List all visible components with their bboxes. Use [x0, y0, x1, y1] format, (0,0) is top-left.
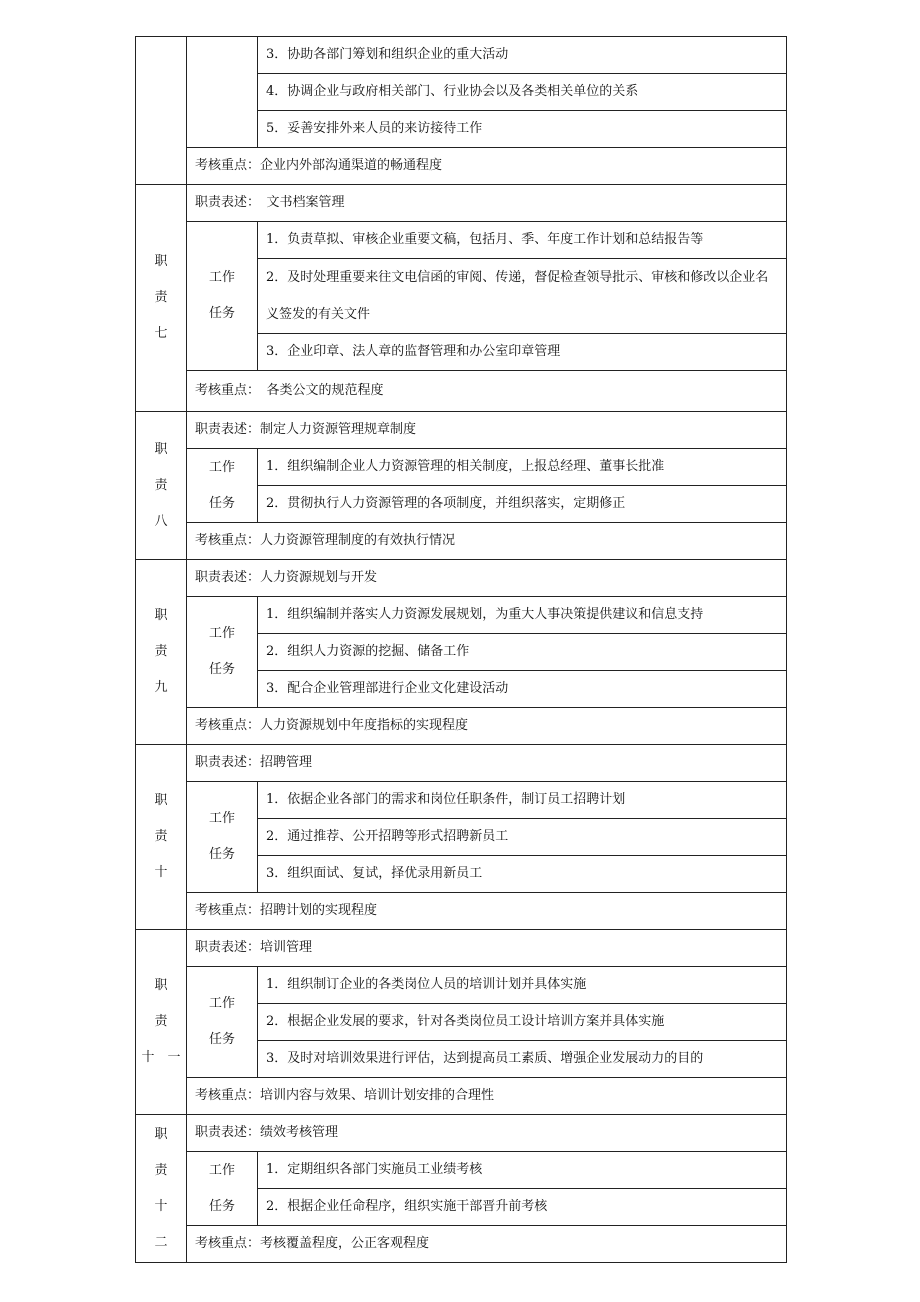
task-item: 2．及时处理重要来往文电信函的审阅、传递，督促检查领导批示、审核和修改以企业名义签发的有关文件	[258, 259, 787, 334]
table-row	[136, 222, 787, 259]
duty-label-cell	[136, 930, 187, 1115]
focus-cell: 考核重点：培训内容与效果、培训计划安排的合理性	[187, 1078, 787, 1115]
duty-table-container	[135, 36, 786, 1263]
table-row	[136, 1115, 787, 1152]
table-row	[136, 371, 787, 412]
statement-cell: 职责表述：人力资源规划与开发	[187, 560, 787, 597]
table-row	[136, 37, 787, 74]
task-item: 1．定期组织各部门实施员工业绩考核	[258, 1152, 787, 1189]
duty-label-line: 职	[154, 1126, 168, 1142]
task-label-cell	[187, 967, 258, 1078]
task-item: 2．根据企业发展的要求，针对各类岗位员工设计培训方案并具体实施	[258, 1004, 787, 1041]
duty-label-cell	[136, 560, 187, 745]
task-item: 1．组织编制企业人力资源管理的相关制度，上报总经理、董事长批准	[258, 449, 787, 486]
statement-cell: 职责表述：绩效考核管理	[187, 1115, 787, 1152]
task-item: 3．及时对培训效果进行评估，达到提高员工素质、增强企业发展动力的目的	[258, 1041, 787, 1078]
duty-label-line: 责	[154, 1014, 168, 1029]
table-row	[136, 1152, 787, 1189]
task-label-line: 任务	[208, 1198, 235, 1214]
task-label-cell	[187, 782, 258, 893]
table-row	[136, 967, 787, 1004]
task-item: 5．妥善安排外来人员的来访接待工作	[258, 111, 787, 148]
table-row	[136, 560, 787, 597]
duty-table	[135, 36, 787, 1263]
duty-label-line: 职	[154, 978, 168, 993]
task-item: 1．依据企业各部门的需求和岗位任职条件，制订员工招聘计划	[258, 782, 787, 819]
duty-label-cell	[136, 1115, 187, 1263]
task-label-line: 工作	[208, 996, 235, 1011]
task-label-line: 工作	[208, 626, 235, 641]
task-label-cell	[187, 37, 258, 148]
table-row	[136, 185, 787, 222]
statement-cell: 职责表述：制定人力资源管理规章制度	[187, 412, 787, 449]
table-row	[136, 597, 787, 634]
table-row	[136, 449, 787, 486]
task-label-line: 任务	[208, 1032, 235, 1047]
task-item: 3．企业印章、法人章的监督管理和办公室印章管理	[258, 334, 787, 371]
duty-label-line: 七	[154, 326, 168, 341]
duty-label-line: 责	[154, 829, 168, 844]
table-row	[136, 893, 787, 930]
task-label-line: 工作	[208, 1162, 235, 1178]
table-row	[136, 708, 787, 745]
task-label-cell	[187, 1152, 258, 1226]
task-item: 3．组织面试、复试，择优录用新员工	[258, 856, 787, 893]
duty-label-line: 职	[154, 254, 168, 269]
focus-cell: 考核重点：人力资源规划中年度指标的实现程度	[187, 708, 787, 745]
duty-label-cell	[136, 745, 187, 930]
task-label-cell	[187, 449, 258, 523]
task-label-line: 工作	[208, 270, 235, 285]
task-label-cell	[187, 597, 258, 708]
task-label-cell	[187, 222, 258, 371]
task-item: 2．组织人力资源的挖掘、储备工作	[258, 634, 787, 671]
duty-label-line: 责	[154, 644, 168, 659]
statement-cell: 职责表述：培训管理	[187, 930, 787, 967]
task-label-line: 任务	[208, 662, 235, 677]
task-item: 2．根据企业任命程序，组织实施干部晋升前考核	[258, 1189, 787, 1226]
table-row	[136, 1226, 787, 1263]
table-row	[136, 745, 787, 782]
task-item: 4．协调企业与政府相关部门、行业协会以及各类相关单位的关系	[258, 74, 787, 111]
table-row	[136, 148, 787, 185]
duty-label-cell	[136, 412, 187, 560]
task-label-line: 任务	[208, 495, 235, 511]
duty-label-line: 职	[154, 441, 168, 457]
task-item: 3．配合企业管理部进行企业文化建设活动	[258, 671, 787, 708]
statement-cell: 职责表述：招聘管理	[187, 745, 787, 782]
duty-label-line: 责	[154, 477, 168, 493]
task-label-line: 工作	[208, 459, 235, 475]
task-item: 3．协助各部门筹划和组织企业的重大活动	[258, 37, 787, 74]
focus-cell: 考核重点：招聘计划的实现程度	[187, 893, 787, 930]
task-label-line: 任务	[208, 847, 235, 862]
duty-label-line: 二	[154, 1234, 168, 1250]
task-item: 1．负责草拟、审核企业重要文稿，包括月、季、年度工作计划和总结报告等	[258, 222, 787, 259]
task-item: 1．组织制订企业的各类岗位人员的培训计划并具体实施	[258, 967, 787, 1004]
duty-label-line: 职	[154, 793, 168, 808]
duty-label-line: 九	[154, 680, 168, 695]
duty-label-line: 十 一	[141, 1050, 181, 1065]
duty-label-line: 八	[154, 513, 168, 529]
focus-cell: 考核重点：企业内外部沟通渠道的畅通程度	[187, 148, 787, 185]
task-label-line: 工作	[208, 811, 235, 826]
table-row	[136, 930, 787, 967]
table-row	[136, 1078, 787, 1115]
duty-label-line: 职	[154, 608, 168, 623]
task-item: 2．通过推荐、公开招聘等形式招聘新员工	[258, 819, 787, 856]
duty-label-cell	[136, 185, 187, 412]
table-row	[136, 412, 787, 449]
duty-label-line: 责	[154, 1162, 168, 1178]
focus-cell: 考核重点：人力资源管理制度的有效执行情况	[187, 523, 787, 560]
duty-label-line: 责	[154, 290, 168, 305]
duty-label-cell	[136, 37, 187, 185]
statement-cell: 职责表述： 文书档案管理	[187, 185, 787, 222]
duty-label-line: 十	[154, 865, 168, 880]
task-item: 1．组织编制并落实人力资源发展规划，为重大人事决策提供建议和信息支持	[258, 597, 787, 634]
task-item: 2．贯彻执行人力资源管理的各项制度，并组织落实，定期修正	[258, 486, 787, 523]
duty-label-line: 十	[154, 1198, 168, 1214]
table-row	[136, 523, 787, 560]
task-label-line: 任务	[208, 306, 235, 321]
focus-cell: 考核重点： 各类公文的规范程度	[187, 371, 787, 412]
table-row	[136, 782, 787, 819]
focus-cell: 考核重点：考核覆盖程度，公正客观程度	[187, 1226, 787, 1263]
